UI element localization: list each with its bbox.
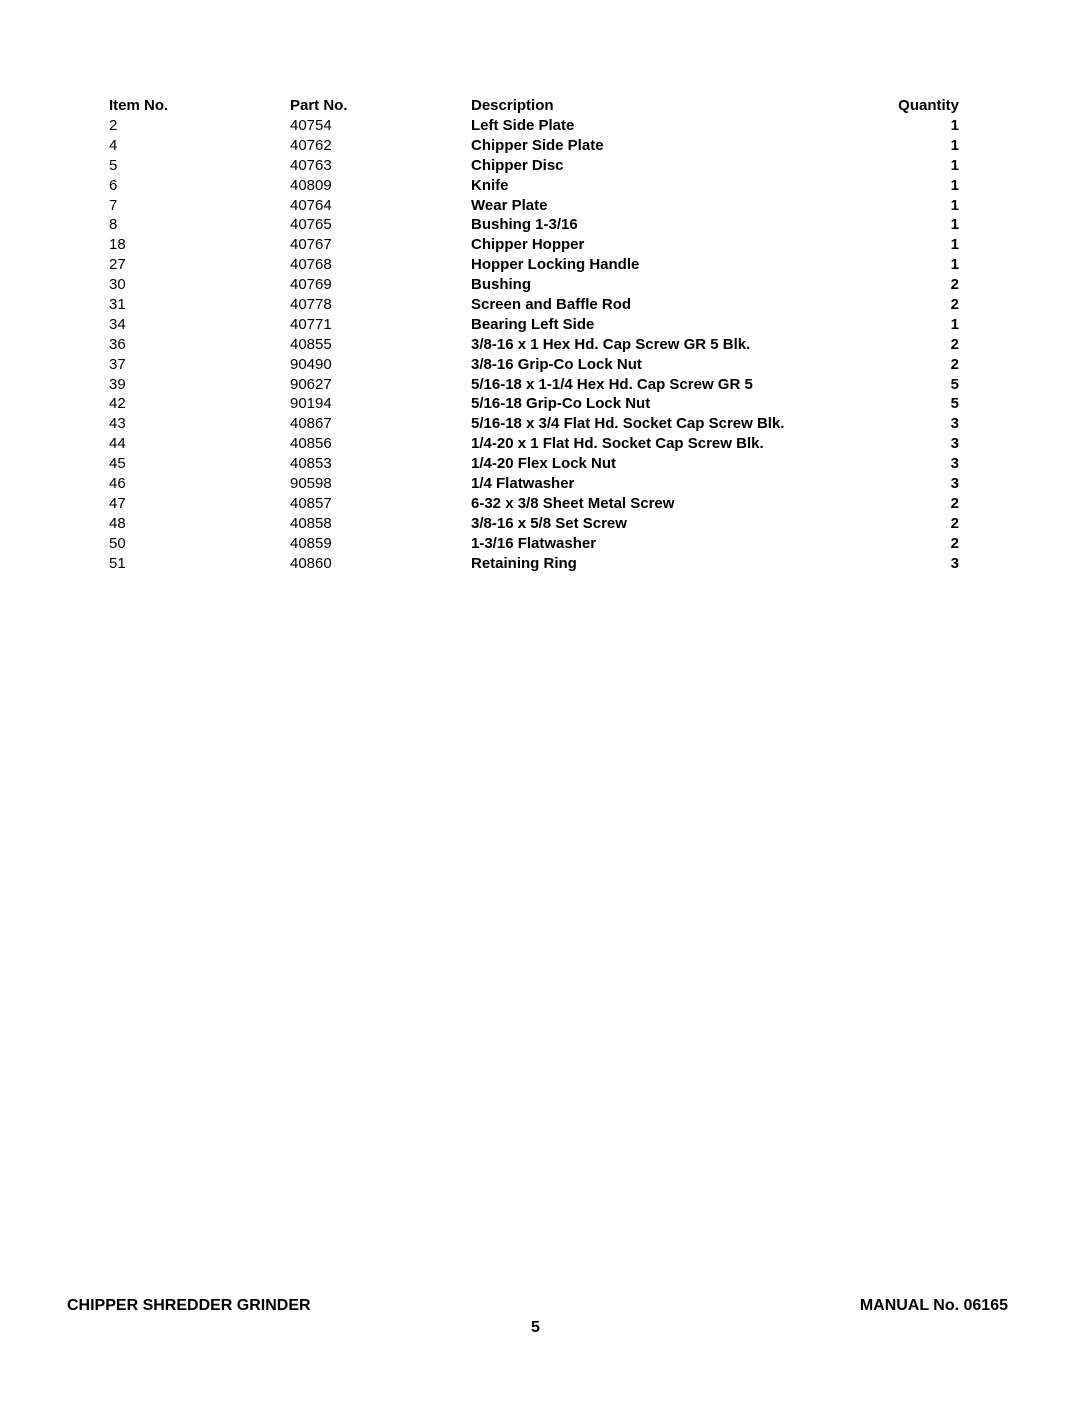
cell-description: 1/4-20 x 1 Flat Hd. Socket Cap Screw Blk. <box>471 435 764 453</box>
cell-description: Bushing <box>471 276 531 294</box>
cell-quantity: 5 <box>950 395 959 413</box>
table-row <box>109 196 959 216</box>
cell-description: 5/16-18 x 1-1/4 Hex Hd. Cap Screw GR 5 <box>471 375 753 393</box>
cell-quantity: 1 <box>950 117 959 134</box>
footer-manual-number: MANUAL No. 06165 <box>859 1297 1008 1314</box>
cell-item-no: 5 <box>109 156 118 174</box>
cell-item-no: 18 <box>109 236 126 254</box>
cell-part-no: 40858 <box>290 514 332 532</box>
cell-quantity: 2 <box>950 355 959 373</box>
cell-quantity: 5 <box>950 375 959 393</box>
cell-quantity: 1 <box>950 256 959 274</box>
cell-quantity: 1 <box>950 196 959 214</box>
cell-part-no: 90598 <box>290 475 332 493</box>
table-row <box>109 494 959 514</box>
cell-description: Knife <box>471 176 509 194</box>
cell-part-no: 40853 <box>290 455 332 473</box>
cell-part-no: 40859 <box>290 534 332 552</box>
table-row <box>109 454 959 474</box>
cell-part-no: 40764 <box>290 196 332 214</box>
table-row <box>109 136 959 156</box>
table-row <box>109 355 959 375</box>
cell-description: 6-32 x 3/8 Sheet Metal Screw <box>471 494 675 512</box>
cell-item-no: 34 <box>109 315 126 333</box>
cell-part-no: 40767 <box>290 236 332 254</box>
cell-description: Hopper Locking Handle <box>471 256 640 274</box>
cell-description: 3/8-16 x 1 Hex Hd. Cap Screw GR 5 Blk. <box>471 335 751 353</box>
table-row <box>109 275 959 295</box>
cell-description: 1/4-20 Flex Lock Nut <box>471 455 617 473</box>
cell-part-no: 40771 <box>290 315 332 333</box>
cell-quantity: 1 <box>950 156 959 174</box>
cell-description: Chipper Hopper <box>471 236 585 254</box>
cell-quantity: 2 <box>950 514 959 532</box>
cell-item-no: 8 <box>109 216 118 234</box>
cell-description: Left Side Plate <box>471 117 575 134</box>
table-row <box>109 116 959 136</box>
header-quantity: Quantity <box>898 97 959 114</box>
cell-item-no: 51 <box>109 554 126 572</box>
cell-description: Bearing Left Side <box>471 315 595 333</box>
cell-part-no: 40855 <box>290 335 332 353</box>
cell-description: 1/4 Flatwasher <box>471 475 575 493</box>
cell-part-no: 40768 <box>290 256 332 274</box>
table-row <box>109 534 959 554</box>
table-row <box>109 176 959 196</box>
cell-item-no: 50 <box>109 534 126 552</box>
cell-part-no: 40778 <box>290 296 332 314</box>
cell-part-no: 90194 <box>290 395 332 413</box>
table-row <box>109 474 959 494</box>
cell-quantity: 2 <box>950 494 959 512</box>
cell-quantity: 3 <box>950 435 959 453</box>
table-header <box>109 96 959 116</box>
cell-part-no: 40867 <box>290 415 332 433</box>
cell-item-no: 31 <box>109 296 126 314</box>
cell-description: 1-3/16 Flatwasher <box>471 534 597 552</box>
header-description: Description <box>471 97 554 114</box>
cell-quantity: 2 <box>950 296 959 314</box>
cell-part-no: 40765 <box>290 216 332 234</box>
cell-item-no: 30 <box>109 276 126 294</box>
cell-description: 5/16-18 x 3/4 Flat Hd. Socket Cap Screw Blk. <box>471 415 785 433</box>
cell-item-no: 47 <box>109 494 126 512</box>
cell-quantity: 2 <box>950 534 959 552</box>
cell-part-no: 40857 <box>290 494 332 512</box>
header-item-no: Item No. <box>109 97 169 114</box>
cell-quantity: 3 <box>950 415 959 433</box>
cell-description: Wear Plate <box>471 196 548 214</box>
cell-item-no: 36 <box>109 335 126 353</box>
cell-item-no: 7 <box>109 196 118 214</box>
parts-table <box>109 96 959 573</box>
cell-part-no: 90627 <box>290 375 332 393</box>
cell-item-no: 46 <box>109 475 126 493</box>
cell-item-no: 27 <box>109 256 126 274</box>
cell-item-no: 37 <box>109 355 126 373</box>
table-row <box>109 394 959 414</box>
cell-quantity: 1 <box>950 136 959 154</box>
footer-product-title: CHIPPER SHREDDER GRINDER <box>67 1297 311 1314</box>
table-row <box>109 375 959 395</box>
cell-item-no: 45 <box>109 455 126 473</box>
cell-description: Retaining Ring <box>471 554 577 572</box>
cell-part-no: 40769 <box>290 276 332 294</box>
cell-quantity: 1 <box>950 176 959 194</box>
cell-part-no: 40754 <box>290 117 332 134</box>
table-row <box>109 255 959 275</box>
cell-quantity: 2 <box>950 335 959 353</box>
cell-item-no: 39 <box>109 375 126 393</box>
table-row <box>109 434 959 454</box>
table-row <box>109 335 959 355</box>
cell-item-no: 4 <box>109 136 118 154</box>
cell-item-no: 6 <box>109 176 118 194</box>
cell-description: Bushing 1-3/16 <box>471 216 578 234</box>
cell-quantity: 1 <box>950 315 959 333</box>
table-row <box>109 235 959 255</box>
table-row <box>109 414 959 434</box>
cell-quantity: 2 <box>950 276 959 294</box>
cell-quantity: 1 <box>950 236 959 254</box>
cell-part-no: 40762 <box>290 136 332 154</box>
cell-quantity: 3 <box>950 455 959 473</box>
header-part-no: Part No. <box>290 97 348 114</box>
table-row <box>109 295 959 315</box>
cell-part-no: 40809 <box>290 176 332 194</box>
cell-quantity: 3 <box>950 475 959 493</box>
table-row <box>109 215 959 235</box>
cell-item-no: 48 <box>109 514 126 532</box>
table-row <box>109 315 959 335</box>
cell-description: 5/16-18 Grip-Co Lock Nut <box>471 395 651 413</box>
cell-description: 3/8-16 x 5/8 Set Screw <box>471 514 627 532</box>
table-row <box>109 514 959 534</box>
cell-part-no: 90490 <box>290 355 332 373</box>
cell-quantity: 1 <box>950 216 959 234</box>
table-body <box>109 116 959 573</box>
cell-description: 3/8-16 Grip-Co Lock Nut <box>471 355 642 373</box>
page-number: 5 <box>531 1319 540 1336</box>
table-row <box>109 156 959 176</box>
cell-item-no: 44 <box>109 435 126 453</box>
cell-item-no: 42 <box>109 395 126 413</box>
cell-description: Screen and Baffle Rod <box>471 296 632 314</box>
cell-description: Chipper Side Plate <box>471 136 604 154</box>
cell-quantity: 3 <box>950 554 959 572</box>
cell-description: Chipper Disc <box>471 156 564 174</box>
cell-part-no: 40860 <box>290 554 332 572</box>
table-row <box>109 554 959 574</box>
cell-item-no: 43 <box>109 415 126 433</box>
cell-item-no: 2 <box>109 117 118 134</box>
cell-part-no: 40763 <box>290 156 332 174</box>
cell-part-no: 40856 <box>290 435 332 453</box>
